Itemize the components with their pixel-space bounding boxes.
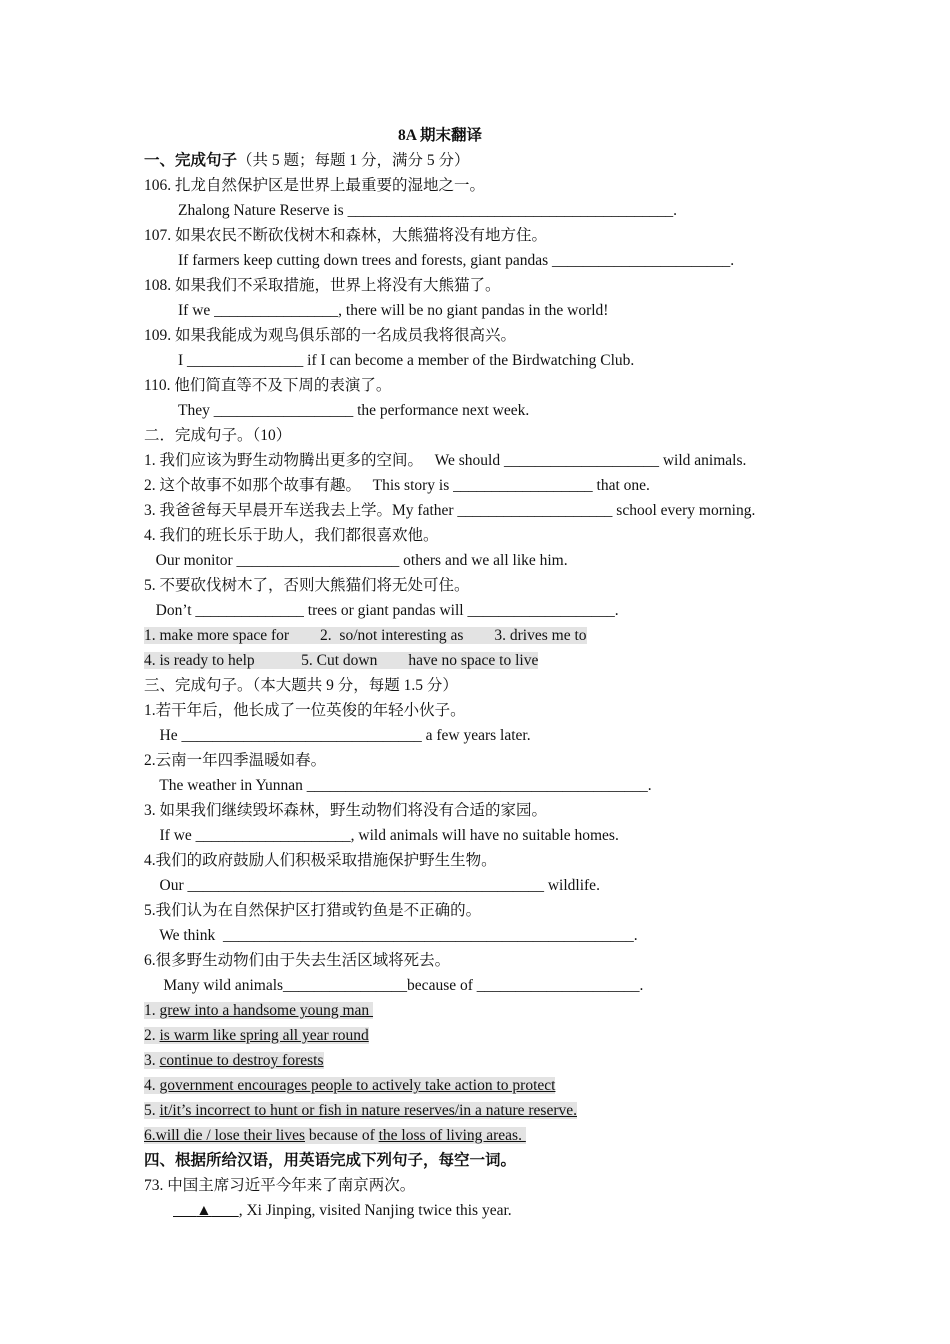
question-107-en: If farmers keep cutting down trees and forests, giant pandas _______________________.	[178, 252, 735, 269]
question-109-cn: 109. 如果我能成为观鸟俱乐部的一名成员我将很高兴。	[144, 327, 517, 344]
answer-text: the loss of living areas.	[378, 1127, 526, 1144]
question-73-en	[173, 1201, 512, 1221]
section3-answer-1	[144, 1001, 373, 1021]
section3-line: 3. 如果我们继续毁坏森林，野生动物们将没有合适的家园。	[144, 802, 548, 819]
answer-number: 2.	[144, 1027, 160, 1044]
answer-text: continue to destroy forests	[159, 1052, 324, 1069]
section3-line: If we ____________________, wild animals will have no suitable homes.	[144, 827, 619, 844]
answer-number: 4.	[144, 1077, 160, 1094]
section4-heading: 四、根据所给汉语，用英语完成下列句子，每空一词。	[144, 1152, 517, 1169]
answer-text: it/it’s incorrect to hunt or fish in nature reserves/in a nature reserve.	[159, 1102, 577, 1119]
answer-number: 1.	[144, 1002, 160, 1019]
answer-text: is warm like spring all year round	[159, 1027, 369, 1044]
section2-line: 1. 我们应该为野生动物腾出更多的空间。 We should ____________________ wild animals.	[144, 452, 747, 469]
question-106-en: Zhalong Nature Reserve is __________________________________________.	[178, 202, 677, 219]
question-107-cn: 107. 如果农民不断砍伐树木和森林，大熊猫将没有地方住。	[144, 227, 548, 244]
section3-line: The weather in Yunnan ____________________________________________.	[144, 777, 652, 794]
section3-answer-3	[144, 1051, 324, 1071]
question-110-en: They __________________ the performance next week.	[178, 402, 530, 419]
answer-text: 6.will die / lose their lives	[144, 1127, 306, 1144]
section3-line: 1.若干年后，他长成了一位英俊的年轻小伙子。	[144, 702, 466, 719]
question-108-cn: 108. 如果我们不采取措施，世界上将没有大熊猫了。	[144, 277, 501, 294]
answer-connector: because of	[305, 1127, 379, 1144]
section3-line: 2.云南一年四季温暖如春。	[144, 752, 327, 769]
question-73-en-rest: , Xi Jinping, visited Nanjing twice this year.	[238, 1202, 512, 1219]
question-108-en: If we ________________, there will be no giant pandas in the world!	[178, 302, 609, 319]
section3-answer-6	[144, 1126, 526, 1146]
triangle-marker-icon: ▲	[196, 1202, 212, 1219]
question-109-en: I _______________ if I can become a member of the Birdwatching Club.	[178, 352, 635, 369]
page-title: 8A 期末翻译	[398, 127, 482, 144]
question-110-cn: 110. 他们简直等不及下周的表演了。	[144, 377, 392, 394]
section2-line: Our monitor _____________________ others and we all like him.	[144, 552, 568, 569]
section1-heading	[144, 151, 470, 171]
answer-number: 5.	[144, 1102, 160, 1119]
section1-heading-rest: （共 5 题；每题 1 分，满分 5 分）	[237, 152, 470, 169]
section3-answer-4	[144, 1076, 555, 1096]
question-73-cn: 73. 中国主席习近平今年来了南京两次。	[144, 1177, 416, 1194]
section2-line: 5. 不要砍伐树木了，否则大熊猫们将无处可住。	[144, 577, 470, 594]
section3-line: 4.我们的政府鼓励人们积极采取措施保护野生生物。	[144, 852, 497, 869]
answer-blank	[212, 1202, 239, 1219]
section3-line: 6.很多野生动物们由于失去生活区域将死去。	[144, 952, 451, 969]
section1-heading-bold: 一、完成句子	[144, 152, 238, 169]
section2-answers-1	[144, 626, 587, 646]
section2-answer-text: 1. make more space for 2. so/not interesting as 3. drives me to	[144, 627, 587, 644]
section3-answer-2	[144, 1026, 369, 1046]
answer-text: grew into a handsome young man	[159, 1002, 374, 1019]
section2-line: Don’t ______________ trees or giant pandas will ___________________.	[144, 602, 619, 619]
section3-line: Our ______________________________________________ wildlife.	[144, 877, 600, 894]
section3-line: Many wild animals________________because of _____________________.	[144, 977, 644, 994]
question-106-cn: 106. 扎龙自然保护区是世界上最重要的湿地之一。	[144, 177, 486, 194]
section3-heading: 三、完成句子。（本大题共 9 分，每题 1.5 分）	[144, 677, 458, 694]
section2-line: 4. 我们的班长乐于助人，我们都很喜欢他。	[144, 527, 439, 544]
section2-line: 3. 我爸爸每天早晨开车送我去上学。My father ____________________ school every morning.	[144, 502, 756, 519]
answer-number: 3.	[144, 1052, 160, 1069]
section2-heading: 二．完成句子。（10）	[144, 427, 292, 444]
section2-answers-2	[144, 651, 538, 671]
section3-line: He _______________________________ a few years later.	[144, 727, 531, 744]
section2-answer-text: 4. is ready to help 5. Cut down have no space to live	[144, 652, 539, 669]
section2-line: 2. 这个故事不如那个故事有趣。 This story is __________________ that one.	[144, 477, 650, 494]
answer-blank	[173, 1202, 196, 1219]
section3-answer-5	[144, 1101, 577, 1121]
section3-line: We think _____________________________________________________.	[144, 927, 638, 944]
answer-text: government encourages people to actively take action to protect	[159, 1077, 556, 1094]
section3-line: 5.我们认为在自然保护区打猎或钓鱼是不正确的。	[144, 902, 482, 919]
